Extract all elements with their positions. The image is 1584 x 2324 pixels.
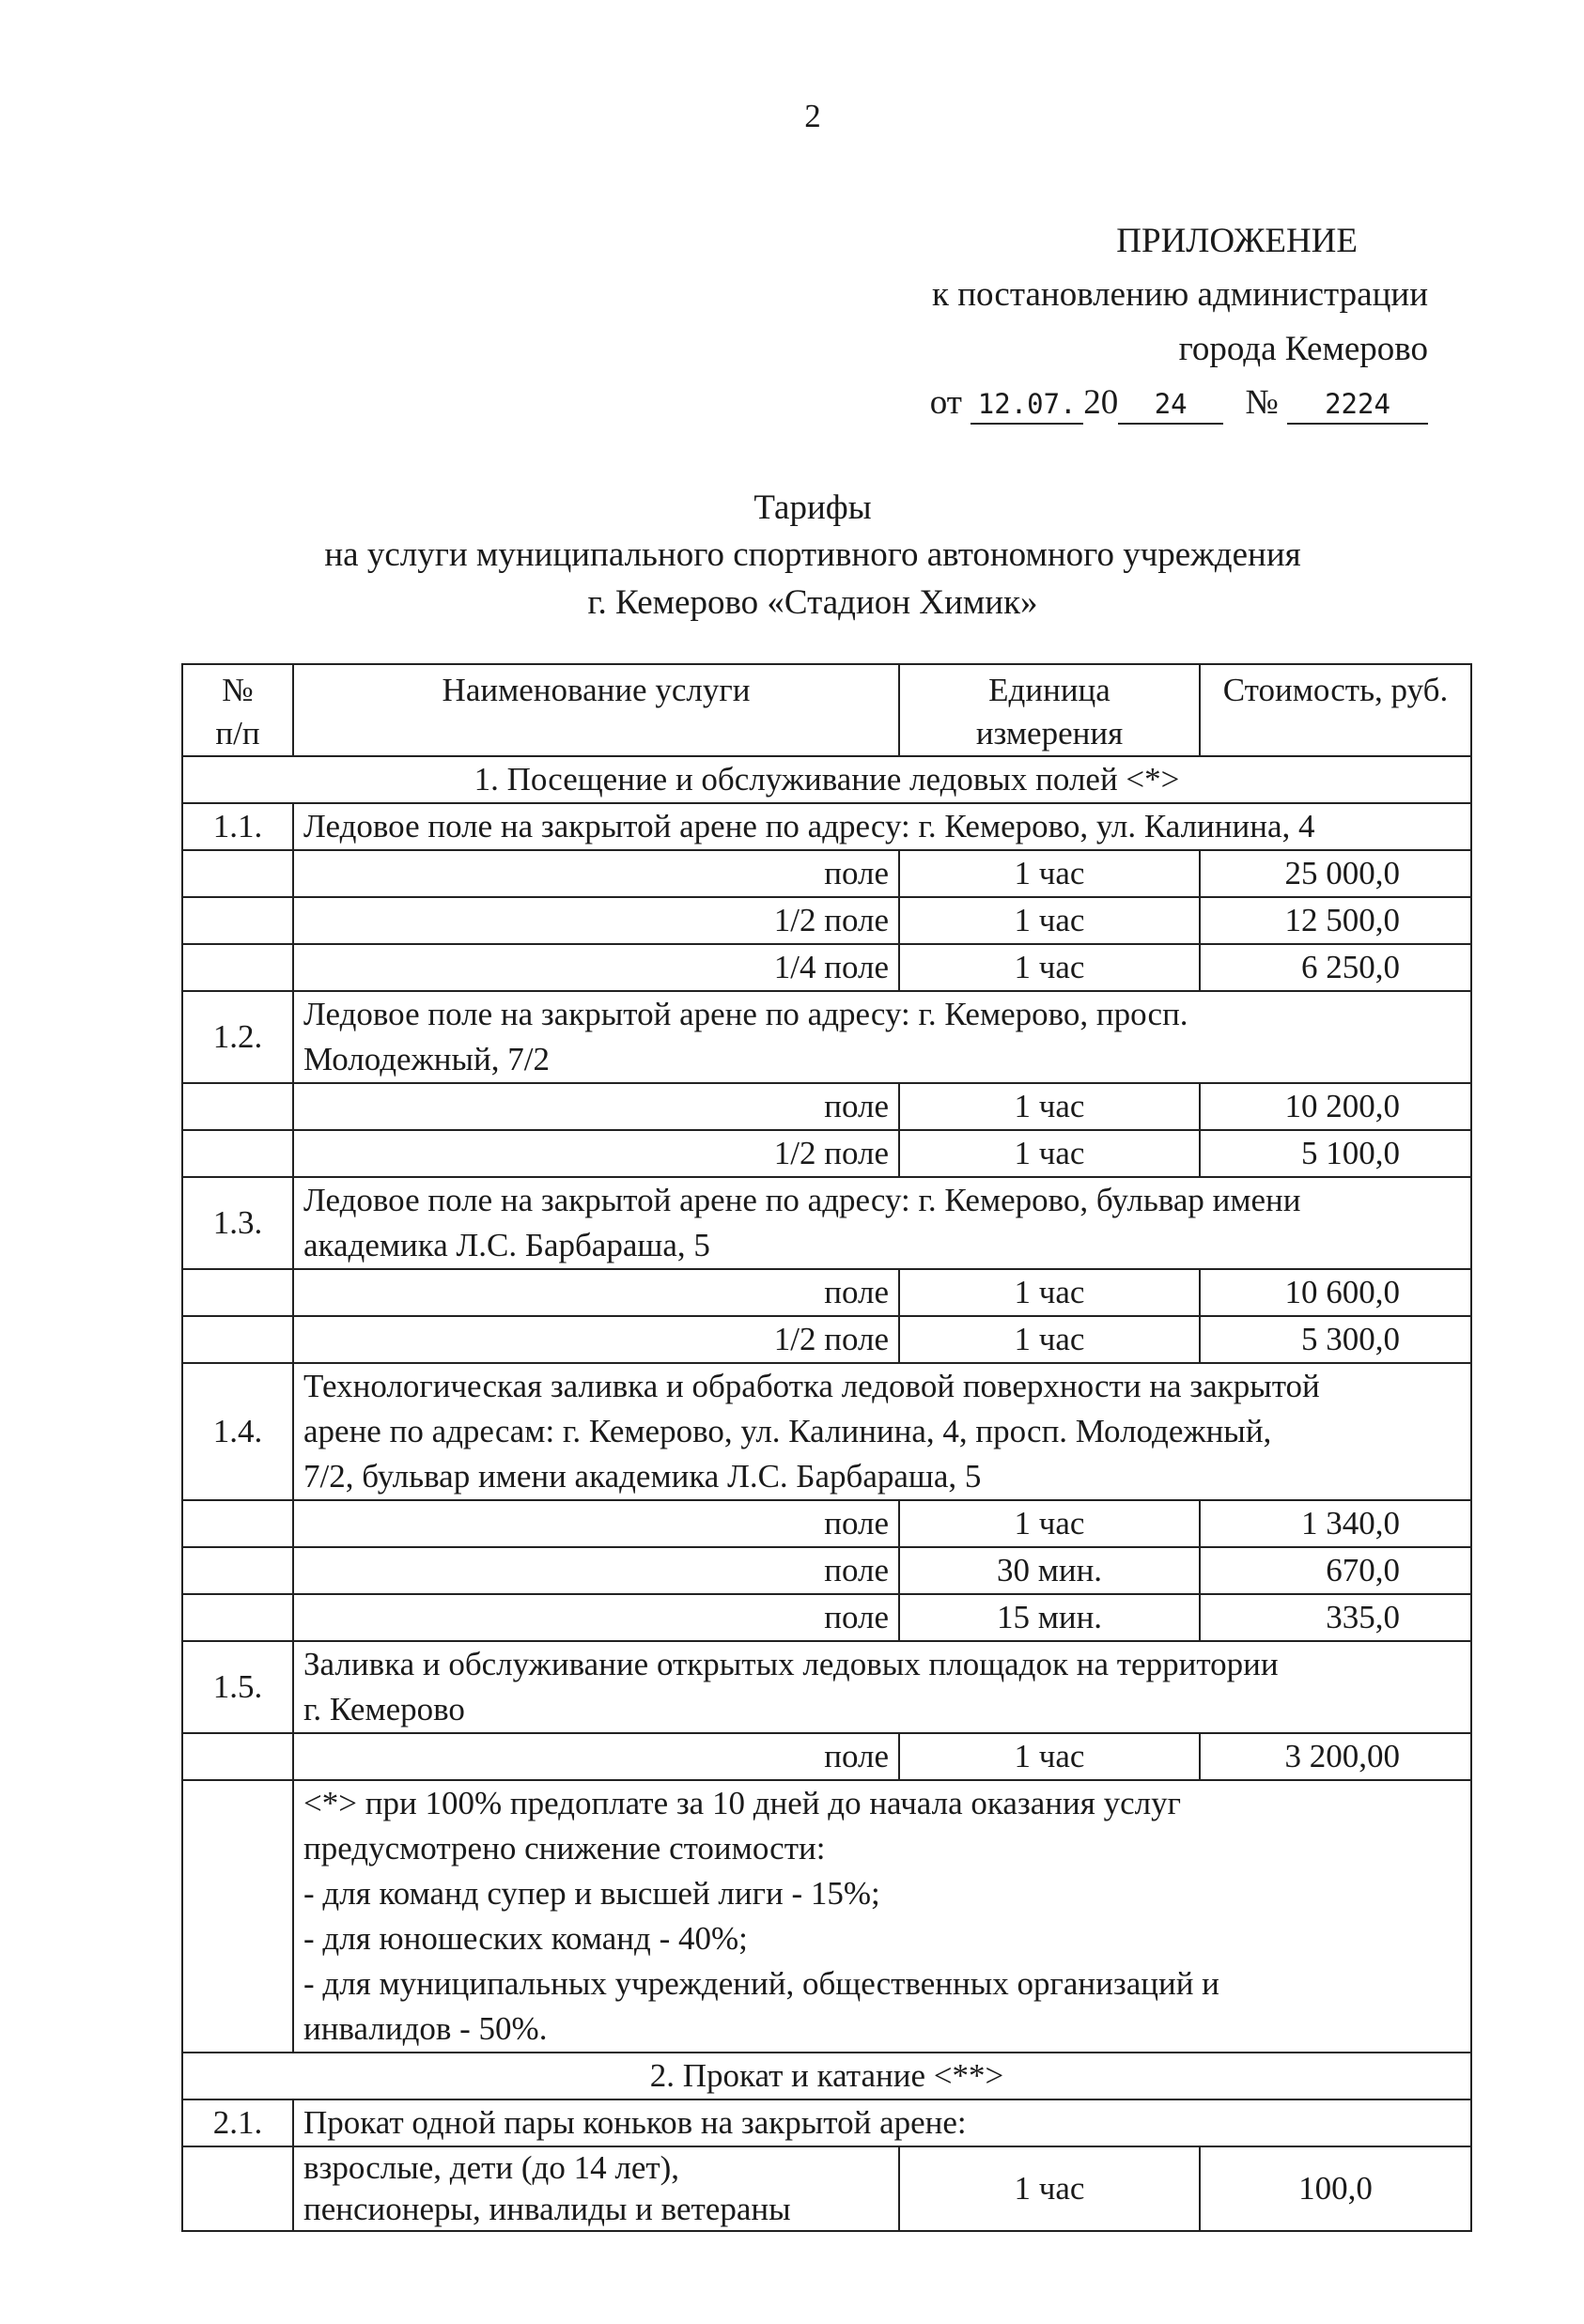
annex-header: [874, 214, 1428, 429]
group-1-4-title-row: [182, 1363, 1471, 1500]
section-row-1: 1. Посещение и обслуживание ледовых полей <*>: [182, 756, 1471, 803]
row-num: 1.1.: [182, 803, 293, 850]
date-year: 24: [1118, 384, 1223, 425]
table-row: поле 30 мин. 670,0: [182, 1547, 1471, 1594]
date-prefix: от: [929, 383, 962, 423]
date-day-month: 12.07.: [971, 384, 1083, 425]
table-row: 1/2 поле 1 час 12 500,0: [182, 897, 1471, 944]
date-century: 20: [1083, 383, 1119, 423]
number-sign: №: [1245, 383, 1279, 423]
discount-note: <*> при 100% предоплате за 10 дней до начала оказания услуг предусмотрено снижение стоимости: - для команд супер и высшей лиги - 15%; - для юношеских команд - 40%; - для муниципальных учреждений, общественных организаций и инвалидов - 50%.: [293, 1780, 1471, 2053]
service-title: Прокат одной пары коньков на закрытой арене:: [293, 2099, 1471, 2146]
title-line-3: г. Кемерово «Стадион Химик»: [587, 582, 1038, 622]
table-header-row: [182, 664, 1471, 756]
rental-categories: взрослые, дети (до 14 лет), пенсионеры, инвалиды и ветераны: [293, 2146, 899, 2231]
page-number: 2: [804, 98, 821, 134]
service-title: Заливка и обслуживание открытых ледовых площадок на территории г. Кемерово: [293, 1641, 1471, 1733]
table-row: поле 1 час 1 340,0: [182, 1500, 1471, 1547]
discount-note-row: [182, 1780, 1471, 2053]
document-title: [179, 485, 1447, 627]
tariff-table: [181, 663, 1472, 2232]
group-1-5-title-row: [182, 1641, 1471, 1733]
table-row: поле 1 час 10 200,0: [182, 1083, 1471, 1130]
row-num: 2.1.: [182, 2099, 293, 2146]
service-title: Технологическая заливка и обработка ледовой поверхности на закрытой арене по адресам: г. Кемерово, ул. Калинина, 4, просп. Молодежный, 7/2, бульвар имени академика Л.С. Барбараша, 5: [293, 1363, 1471, 1500]
table-row: 1/2 поле 1 час 5 100,0: [182, 1130, 1471, 1177]
title-line-1: Тарифы: [753, 488, 872, 527]
header-num: № п/п: [182, 664, 293, 756]
row-num: 1.4.: [182, 1363, 293, 1500]
row-num: 1.2.: [182, 991, 293, 1083]
table-row: поле 15 мин. 335,0: [182, 1594, 1471, 1641]
table-row: взрослые, дети (до 14 лет), пенсионеры, инвалиды и ветераны 1 час 100,0: [182, 2146, 1471, 2231]
row-num: 1.5.: [182, 1641, 293, 1733]
header-name: Наименование услуги: [293, 664, 899, 756]
service-title: Ледовое поле на закрытой арене по адресу: г. Кемерово, ул. Калинина, 4: [293, 803, 1471, 850]
table-row: 1/2 поле 1 час 5 300,0: [182, 1316, 1471, 1363]
service-title: Ледовое поле на закрытой арене по адресу: г. Кемерово, просп. Молодежный, 7/2: [293, 991, 1471, 1083]
annex-line-1: к постановлению администрации: [931, 275, 1428, 315]
table-row: 1/4 поле 1 час 6 250,0: [182, 944, 1471, 991]
service-title: Ледовое поле на закрытой арене по адресу: г. Кемерово, бульвар имени академика Л.С. Барбараша, 5: [293, 1177, 1471, 1269]
group-1-3-title-row: [182, 1177, 1471, 1269]
group-1-2-title-row: [182, 991, 1471, 1083]
row-num: 1.3.: [182, 1177, 293, 1269]
title-line-2: на услуги муниципального спортивного автономного учреждения: [324, 535, 1301, 575]
annex-line-2: города Кемерово: [1178, 329, 1428, 368]
annex-date-line: [874, 376, 1428, 429]
annex-title: ПРИЛОЖЕНИЕ: [1116, 222, 1358, 260]
group-2-1-title-row: [182, 2099, 1471, 2146]
table-row: поле 1 час 10 600,0: [182, 1269, 1471, 1316]
table-row: поле 1 час 3 200,00: [182, 1733, 1471, 1780]
section-row-2: 2. Прокат и катание <**>: [182, 2053, 1471, 2099]
group-1-1-title-row: [182, 803, 1471, 850]
table-row: поле 1 час 25 000,0: [182, 850, 1471, 897]
document-number: 2224: [1287, 384, 1428, 425]
header-cost: Стоимость, руб.: [1200, 664, 1471, 756]
header-unit: Единица измерения: [899, 664, 1200, 756]
